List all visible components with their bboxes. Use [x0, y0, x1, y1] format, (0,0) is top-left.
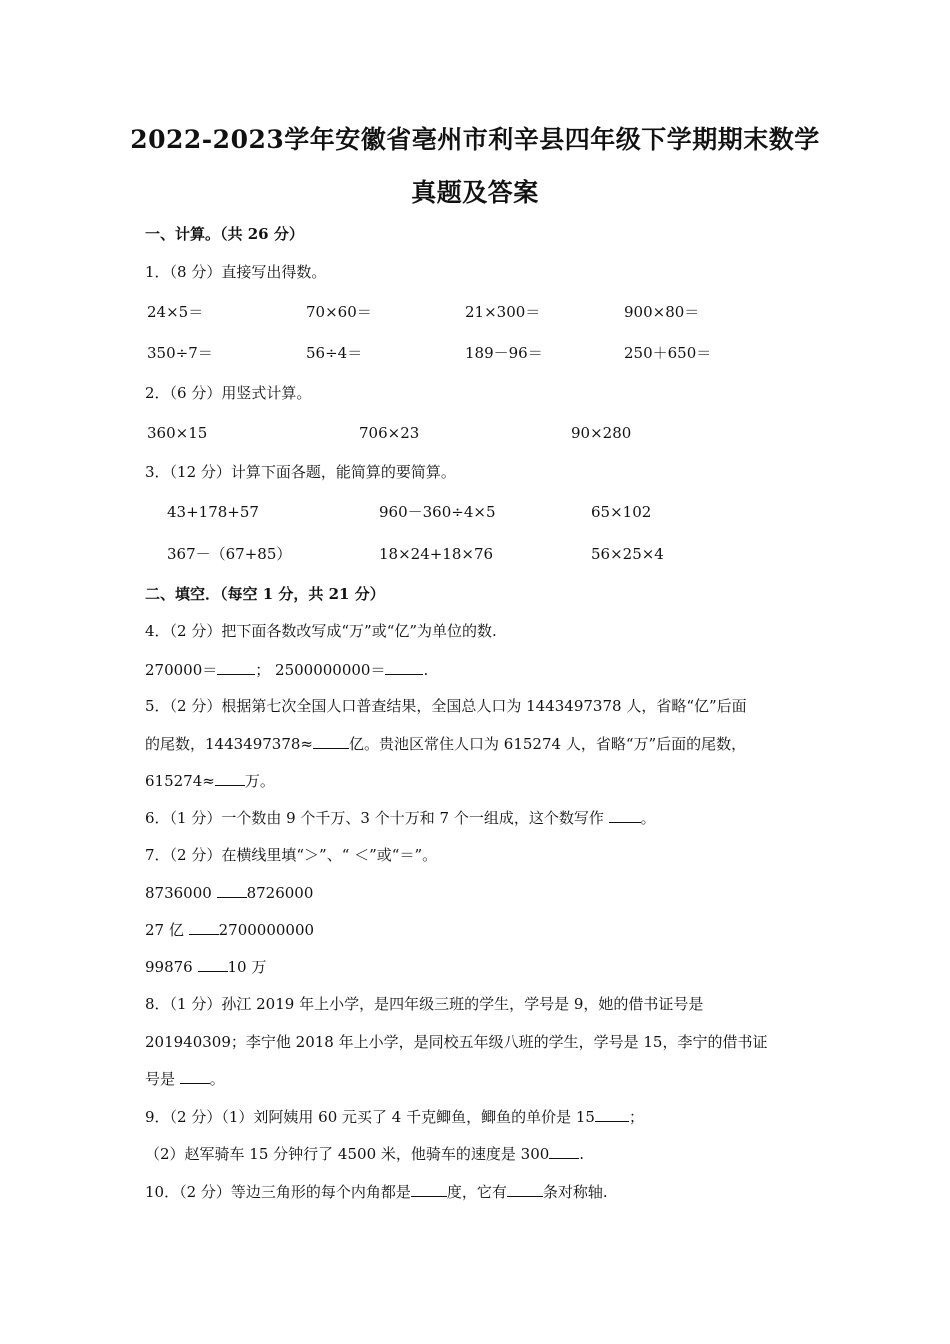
- q5-line2: [145, 734, 746, 754]
- doc-title-line1: 2022-2023学年安徽省亳州市利辛县四年级下学期期末数学: [130, 125, 820, 154]
- q1-item: 900×80＝: [624, 303, 700, 321]
- q8-line1: 8．（1 分）孙江 2019 年上小学，是四年级三班的学生，学号是 9，她的借书证号是: [145, 995, 704, 1013]
- q7-right: 8726000: [246, 884, 314, 902]
- q7-stem: 7．（2 分）在横线里填“＞”、“ ＜”或“＝”。: [145, 846, 438, 864]
- q7-left: 99876: [145, 958, 198, 976]
- q8-end: 。: [209, 1070, 225, 1088]
- q10-text: 10．（2 分）等边三角形的每个内角都是: [145, 1183, 411, 1201]
- q7-left: 27 亿: [145, 921, 189, 939]
- q9-text: （2）赵军骑车 15 分钟行了 4500 米，他骑车的速度是 300: [145, 1145, 550, 1163]
- q10-text: 条对称轴.: [542, 1183, 608, 1201]
- q9-line2: [145, 1144, 584, 1164]
- q5-text: 的尾数，1443497378≈: [145, 735, 314, 753]
- q2-item: 360×15: [147, 424, 208, 442]
- q1-item: 70×60＝: [306, 303, 372, 321]
- q2-item: 90×280: [571, 424, 632, 442]
- q7-left: 8736000: [145, 884, 217, 902]
- answer-blank[interactable]: [189, 920, 219, 935]
- doc-title-line2: 真题及答案: [411, 178, 539, 207]
- q2-stem: 2．（6 分）用竖式计算。: [145, 384, 312, 402]
- answer-blank[interactable]: [385, 660, 423, 675]
- answer-blank[interactable]: [217, 883, 247, 898]
- q1-item: 21×300＝: [465, 303, 541, 321]
- q10: [145, 1182, 608, 1202]
- q1-item: 24×5＝: [147, 303, 204, 321]
- q3-item: 43+178+57: [167, 503, 259, 521]
- q3-item: 960－360÷4×5: [379, 503, 496, 521]
- q1-item: 350÷7＝: [147, 344, 213, 362]
- q4-answers: [145, 660, 428, 680]
- q1-item: 189－96＝: [465, 344, 543, 362]
- q3-item: 65×102: [591, 503, 652, 521]
- answer-blank[interactable]: [215, 771, 245, 786]
- q4-part-a: 270000＝: [145, 661, 218, 679]
- section1-heading: 一、计算。（共 26 分）: [145, 225, 304, 243]
- q7-item: [145, 920, 314, 940]
- q9-end: ；: [628, 1108, 644, 1126]
- answer-blank[interactable]: [198, 957, 228, 972]
- q6-text: 6．（1 分）一个数由 9 个千万、3 个十万和 7 个一组成，这个数写作: [145, 809, 609, 827]
- answer-blank[interactable]: [180, 1069, 210, 1084]
- q5-text: 亿。贵池区常住人口为 615274 人，省略“万”后面的尾数，: [349, 735, 747, 753]
- answer-blank[interactable]: [549, 1144, 579, 1159]
- q5-text: 万。: [244, 772, 275, 790]
- q9-line1: [145, 1107, 644, 1127]
- q7-item: [145, 957, 266, 977]
- q7-right: 10 万: [227, 958, 267, 976]
- q8-line2: 201940309；李宁他 2018 年上小学，是同校五年级八班的学生，学号是 15，李宁的借书证: [145, 1033, 768, 1051]
- q1-item: 250＋650＝: [624, 344, 712, 362]
- q3-stem: 3．（12 分）计算下面各题，能简算的要简算。: [145, 463, 456, 481]
- q4-stem: 4．（2 分）把下面各数改写成“万”或“亿”为单位的数.: [145, 622, 497, 640]
- q3-item: 18×24+18×76: [379, 545, 494, 563]
- q10-text: 度，它有: [446, 1183, 507, 1201]
- q5-line1: 5．（2 分）根据第七次全国人口普查结果，全国总人口为 1443497378 人，省略“亿”后面: [145, 697, 747, 715]
- answer-blank[interactable]: [313, 734, 349, 749]
- q9-end: .: [579, 1145, 585, 1163]
- q3-item: 367－（67+85）: [167, 545, 292, 563]
- q4-part-b: ； 2500000000＝: [255, 661, 386, 679]
- answer-blank[interactable]: [411, 1182, 447, 1197]
- q3-item: 56×25×4: [591, 545, 664, 563]
- q6-end: 。: [640, 809, 656, 827]
- answer-blank[interactable]: [507, 1182, 543, 1197]
- answer-blank[interactable]: [595, 1107, 629, 1122]
- q7-right: 2700000000: [218, 921, 315, 939]
- q6: [145, 808, 656, 828]
- q5-line3: [145, 771, 275, 791]
- answer-blank[interactable]: [217, 660, 255, 675]
- section2-heading: 二、填空．（每空 1 分，共 21 分）: [145, 585, 385, 603]
- q4-end: .: [423, 661, 429, 679]
- q9-text: 9．（2 分）（1）刘阿姨用 60 元买了 4 千克鲫鱼，鲫鱼的单价是 15: [145, 1108, 595, 1126]
- q2-item: 706×23: [359, 424, 420, 442]
- q1-stem: 1．（8 分）直接写出得数。: [145, 263, 327, 281]
- q5-text: 615274≈: [145, 772, 215, 790]
- q1-item: 56÷4＝: [306, 344, 363, 362]
- q8-text: 号是: [145, 1070, 180, 1088]
- q7-item: [145, 883, 313, 903]
- q8-line3: [145, 1069, 225, 1089]
- answer-blank[interactable]: [609, 808, 641, 823]
